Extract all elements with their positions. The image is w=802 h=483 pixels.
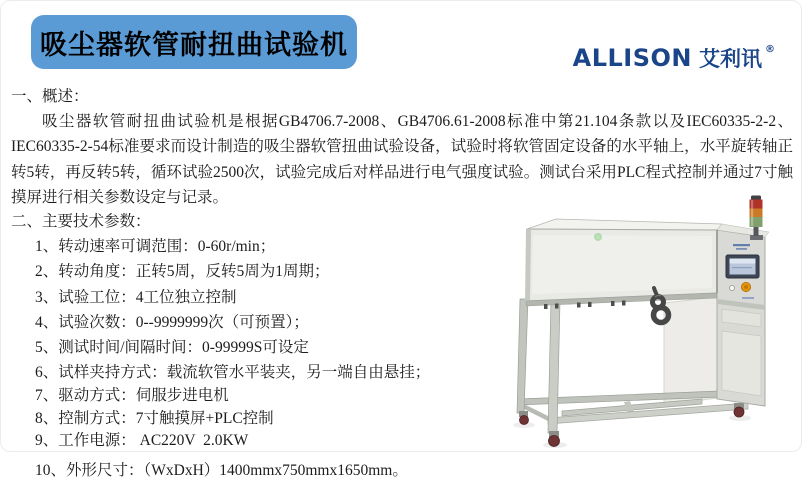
specs-heading: 二、主要技术参数： — [11, 213, 151, 231]
page-title: 吸尘器软管耐扭曲试验机 — [40, 29, 348, 60]
registered-trademark-icon: ® — [765, 44, 775, 55]
overview-paragraph: 吸尘器软管耐扭曲试验机是根据GB4706.7-2008、GB4706.61-2008标准中第21.104条款以及IEC60335-2-2、IEC60335-2-54标准要求而设计制造的吸尘器软管扭曲试验设备，试验时将软管固定设备的水平轴上，水平旋转轴正转5转，再反转5转，循环试验2500次，试验完成后对样品进行电气强度试验。测试台采用PLC程式控制并通过7寸触摸屏进行相关参数设定与记录。 — [11, 113, 793, 206]
spec-item-8: 8、控制方式：7寸触摸屏+PLC控制 — [35, 409, 274, 427]
brand-name-latin: ALLISON — [572, 44, 692, 72]
panel-label — [736, 248, 747, 250]
spec-item-4: 4、试验次数：0--9999999次（可预置）； — [35, 313, 309, 331]
brand-logo — [573, 43, 775, 73]
machine-leg-rear — [517, 299, 528, 413]
emergency-stop-button — [741, 282, 750, 291]
power-button — [729, 285, 734, 290]
spec-item-1: 1、转动速率可调范围：0-60r/min； — [35, 238, 276, 256]
panel-label — [733, 244, 750, 246]
spec-item-10: 10、外形尺寸：（WxDxH）1400mmx750mmx1650mm。 — [35, 461, 408, 479]
caster-wheel — [519, 411, 529, 425]
title-banner — [31, 15, 357, 69]
spec-item-3: 3、试验工位：4工位独立控制 — [35, 288, 237, 306]
cabinet-edge-rail — [525, 229, 531, 301]
green-glint-core — [596, 235, 600, 239]
machine-top-face — [527, 219, 722, 230]
spec-item-9: 9、工作电源： AC220V 2.0KW — [35, 432, 249, 450]
spec-item-2: 2、转动角度：正转5周，反转5周为1周期； — [35, 263, 330, 281]
tower-door-panel — [722, 331, 761, 396]
spec-item-5: 5、测试时间/间隔时间：0-99999S可设定 — [35, 339, 309, 356]
brand-name-cjk: 艾利讯 — [699, 47, 762, 71]
panel-mark — [742, 297, 754, 299]
machine-photo — [484, 187, 796, 451]
caster-wheel — [549, 431, 560, 447]
cabinet-front-panel — [532, 235, 712, 294]
overview-heading: 一、概述： — [11, 88, 89, 105]
spec-item-6: 6、试样夹持方式：载流软管水平装夹，另一端自由悬挂； — [35, 364, 431, 382]
spec-item-7: 7、驱动方式：伺服步进电机 — [35, 387, 229, 405]
caster-wheel — [734, 403, 744, 417]
machine-back-panel — [664, 297, 717, 405]
touchscreen — [726, 255, 759, 278]
machine-leg-front — [548, 301, 560, 433]
